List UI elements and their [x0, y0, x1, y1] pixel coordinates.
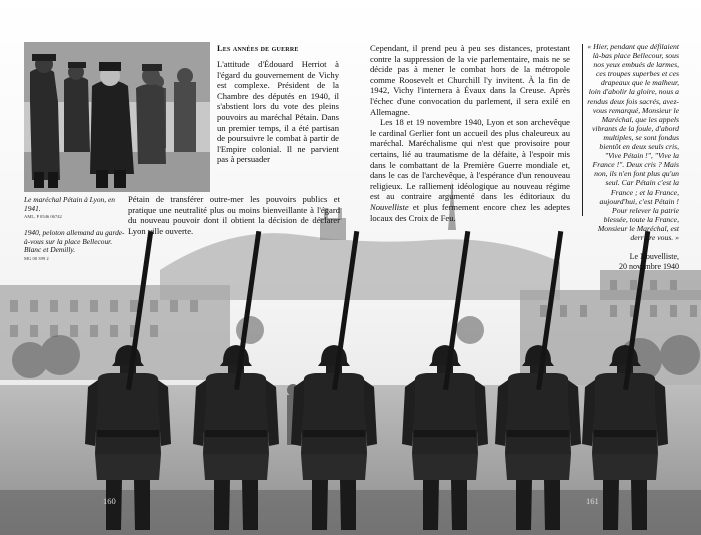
quote-source [579, 252, 679, 271]
text-column-1-continuation: Pétain de transférer outre-mer les pouvoirs publics et pratique une neutralité plus ou moins bienveillante à l'égard du nouveau pouvoir dont il obtient la décision de déclarer Lyon ville ouverte. [128, 194, 340, 236]
photo-caption-ref: AML, P 0546 06742 [24, 214, 62, 220]
photo-caption [24, 196, 128, 222]
quote-divider [582, 44, 583, 216]
photo-caption-2 [24, 229, 128, 263]
paragraph-2-publication: Nouvelliste [370, 201, 409, 212]
photo-caption-2-text: 1940, peloton allemand au garde-à-vous sur la place Bellecour. Blanc et Demilly. [24, 228, 125, 255]
photo-caption-2-ref: MG 00 399 2 [24, 255, 49, 261]
text-column-2 [370, 43, 570, 223]
text-column-2-paragraph-1: Cependant, il prend peu à peu ses distances, protestant contre la suppression de la vie parlementaire, mais ne se décide pas à mener le combat hors de la métropole comme Roosevelt et Churchill l'y invitent. À la fin de 1942, Vichy l'internera à Évaux dans la Creuse. Après l'échec d'une convocation du parlement, il sera exilé en Allemagne. [370, 43, 570, 117]
photo-caption-text: Le maréchal Pétain à Lyon, en 1941. [24, 195, 115, 213]
quote-source-name: Le Nouvelliste, [629, 252, 679, 261]
paragraph-2-text: Les 18 et 19 novembre 1940, Lyon et son archevêque le cardinal Gerlier font un accueil des plus chaleureux au maréchal. Maréchalisme qui n'est que provisoire pour certains, lié au traumatisme de la défaite, à l'espoir mis dans le combattant de la Première Guerre mondiale et, dans le cas de l'archevêque, à l'espérance d'un renouveau religieux. Le ralliement idéologique au nouveau régime est au contraire argumenté dans les éditoriaux du [370, 117, 570, 202]
text-column-1: L'attitude d'Édouard Herriot à l'égard du gouvernement de Vichy est complexe. Président de la Chambre des députés en 1940, il s'abstient lors du vote des pleins pouvoirs au maréchal Pétain. Dans un premier temps, il a été partisan de poursuivre le combat à partir de l'Empire colonial. Il ne parvient pas à persuader [217, 59, 339, 165]
paragraph-2-text-end: et plus fermement encore chez les adeptes locaux des Croix de Feu. [370, 201, 570, 223]
page-number-right: 161 [586, 496, 599, 506]
section-heading: Les années de guerre [217, 44, 299, 53]
inset-photo-petain [24, 42, 210, 192]
text-column-2-paragraph-2 [370, 117, 570, 223]
page-number-left: 160 [103, 496, 116, 506]
quote-text: « Hier, pendant que défilaient là-bas place Bellecour, sous nos yeux embués de larmes, ces troupes superbes et ces drapeaux que le malheur, loin d'abolir la gloire, nous a rendus deux fois sacrés, avez-vous remarqué, Monsieur le Maréchal, que les appels vibrants de la foule, d'abord multiples, se sont fondus bientôt en deux seuls cris, "Vive Pétain !", "Vive la France !". Deux cris ? Mais non, ils n'en font plus qu'un seul. Car Pétain c'est la France ; et la France, aujourd'hui, c'est Pétain ! Pour relever la patrie blessée, toute la France, Monsieur le Maréchal, est derrière vous. » [587, 42, 679, 242]
quote-source-date: 20 novembre 1940 [619, 261, 679, 271]
